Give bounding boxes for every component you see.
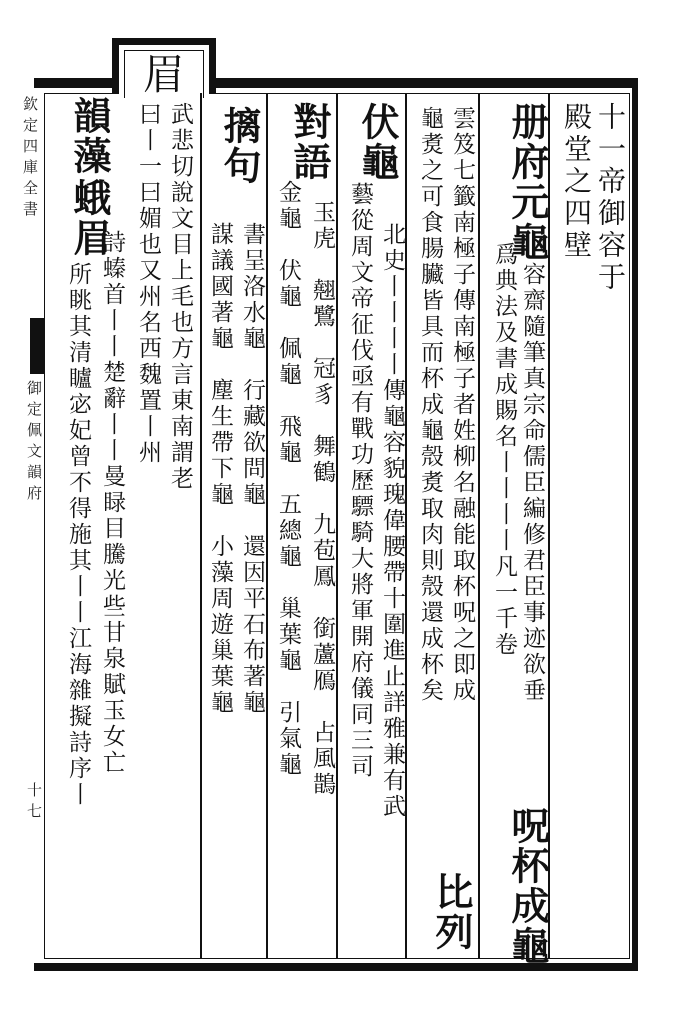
entry-text-fugui-a: 北史丨丨丨丨傳龜容貌瑰偉腰帶十圍進止詳雅兼有武 [379,222,405,820]
entry-heading-fugui: 伏龜 [355,102,400,182]
entry-heading-emei: 蛾眉 [67,178,112,258]
text-column-yunji-2: 龜煑之可食腸臟皆具而杯成龜殼煑取肉則殼還成杯矣 [417,106,443,704]
entry-heading-zhoubei-chenggui: 呪杯成龜 [505,806,550,966]
section-heading-yunzao: 韻藻 [67,96,112,176]
margin-page-number: 十七 [25,782,43,824]
margin-top-text: 欽定四庫全書 [21,96,39,222]
text-column-yunji-1: 雲笈七籤南極子傳南極子者姓柳名融能取杯呪之即成 [449,106,475,704]
entry-text-cefu-b: 爲典法及書成賜名丨丨丨丨凡一千卷 [491,242,517,658]
column-rule [200,93,202,959]
entry-text-emei-b: 所眺其清矑宓妃曾不得施其丨丨江海雜擬詩序丨 [65,262,91,808]
fishtail-mark [30,318,44,374]
definition-column-1: 武悲切說文目上毛也方言東南謂老 [167,102,193,492]
entry-text-fugui-b: 藝從周文帝征伐亟有戰功歷驃騎大將軍開府儀同三司 [347,182,373,780]
entry-text-chiju-a: 書呈洛水龜 行藏欲問龜 還因平石布著龜 [239,222,265,716]
entry-heading-cefu-yuangui: 册府元龜 [505,102,550,262]
text-column-2: 殿堂之四壁 [560,102,593,262]
entry-text-chiju-b: 謀議國著龜 塵生帶下龜 小藻周遊巢葉龜 [207,222,233,716]
entry-heading-bilie: 比列 [429,872,474,952]
entry-text-duiyu-b: 金龜 伏龜 佩龜 飛龜 五總龜 巢葉龜 引氣龜 [275,180,301,778]
text-column-1: 十一帝御容于 [594,102,627,294]
entry-text-duiyu-a: 玉虎 翹鷺 冠豸 舞鶴 九苞鳳 銜蘆鴈 占風鵲 [309,200,335,798]
rhyme-tab-label: 眉 [132,52,196,98]
entry-text-emei-a: 詩螓首丨丨楚辭丨丨曼睩目騰光些甘泉賦玉女亡 [99,230,125,776]
entry-heading-chiju: 摛句 [217,106,262,186]
margin-book-title: 御定佩文韻府 [25,380,43,506]
entry-text-cefu-a: 容齋隨筆真宗命儒臣編修君臣事迹欲垂 [519,262,545,704]
entry-heading-duiyu: 對語 [287,102,332,182]
definition-column-2: 曰丨一曰媚也又州名西魏置丨州 [135,102,161,466]
